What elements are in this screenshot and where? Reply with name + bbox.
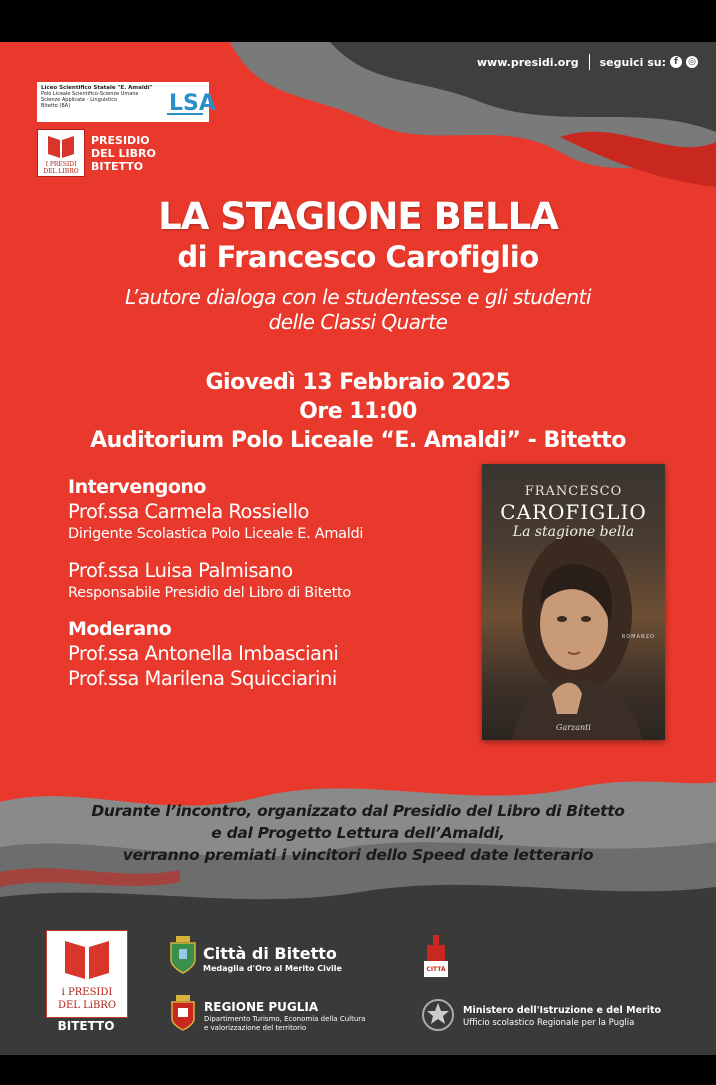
book-author-last: CAROFIGLIO [500, 500, 647, 524]
event-venue: Auditorium Polo Liceale “E. Amaldi” - Bitetto [90, 428, 626, 453]
book-genre: ROMANZO [621, 634, 655, 640]
subtitle-line-1: L’autore dialoga con le studentesse e gli studenti [125, 285, 591, 309]
liceo-line-2: Polo Liceale Scientifico-Scienze Umane [41, 91, 139, 97]
bitetto-crest-icon [168, 936, 198, 974]
top-links [477, 54, 698, 70]
liceo-logo-box [37, 82, 216, 122]
book-title: La stagione bella [512, 524, 635, 540]
website-link[interactable]: www.presidi.org [476, 55, 579, 69]
regione-sub-1: Dipartimento Turismo, Economia della Cultura [204, 1015, 366, 1023]
svg-text:i PRESIDI: i PRESIDI [61, 987, 113, 998]
note-line-3: verranno premiati i vincitori dello Speed date letterario [122, 846, 594, 864]
regione-name: REGIONE PUGLIA [204, 1000, 319, 1014]
instagram-icon[interactable]: ◎ [686, 56, 698, 68]
event-time: Ore 11:00 [299, 399, 417, 424]
speaker-role: Responsabile Presidio del Libro di Bitetto [68, 585, 352, 601]
svg-text:DEL LIBRO: DEL LIBRO [43, 168, 79, 175]
event-details [0, 368, 716, 455]
event-poster [0, 42, 716, 1055]
speaker-role: Dirigente Scolastica Polo Liceale E. Amaldi [68, 526, 364, 542]
regione-sub [204, 1015, 365, 1033]
event-date: Giovedì 13 Febbraio 2025 [205, 370, 511, 395]
svg-text:CITTÀ: CITTÀ [426, 966, 446, 973]
follow-label: seguici su: [599, 55, 666, 69]
speakers-heading: Intervengono [68, 476, 206, 498]
book-author-first: FRANCESCO [524, 484, 623, 499]
moderators-heading: Moderano [68, 618, 172, 640]
speakers-section [68, 475, 488, 691]
svg-text:I PRESIDI: I PRESIDI [45, 161, 77, 168]
event-subtitle [0, 285, 716, 335]
book-publisher: Garzanti [556, 723, 591, 732]
note-line-2: e dal Progetto Lettura dell’Amaldi, [211, 824, 505, 842]
subtitle-line-2: delle Classi Quarte [268, 310, 448, 334]
ministero-name: Ministero dell'Istruzione e del Merito [463, 1005, 662, 1016]
presidio-footer-label: BITETTO [57, 1019, 115, 1033]
presidio-name-2: DEL LIBRO [91, 147, 156, 160]
event-note [0, 800, 716, 866]
puglia-crest-icon [170, 995, 196, 1031]
citta-che-legge-logo-icon [421, 935, 451, 979]
italian-republic-emblem-icon [422, 998, 454, 1032]
speaker-name: Prof.ssa Carmela Rossiello [68, 500, 309, 523]
separator [589, 54, 590, 70]
presidio-name-1: PRESIDIO [91, 134, 150, 147]
regione-sub-2: e valorizzazione del territorio [204, 1024, 307, 1032]
ministero-sub: Ufficio scolastico Regionale per la Puglia [463, 1018, 635, 1028]
liceo-line-3: Scienze Applicate - Linguistico [41, 97, 118, 103]
citta-name: Città di Bitetto [203, 944, 337, 963]
presidio-logo-icon [37, 129, 85, 177]
moderator-name: Prof.ssa Antonella Imbasciani [68, 642, 339, 665]
facebook-icon[interactable]: f [670, 56, 682, 68]
liceo-line-1: Liceo Scientifico Statale "E. Amaldi" [41, 85, 153, 91]
book-cover [482, 464, 665, 740]
liceo-text [41, 85, 161, 109]
citta-sub: Medaglia d'Oro al Merito Civile [203, 964, 342, 973]
svg-text:DEL LiBRO: DEL LiBRO [57, 1000, 117, 1011]
moderator-name: Prof.ssa Marilena Squicciarini [68, 667, 337, 690]
presidio-name-3: BITETTO [91, 160, 144, 173]
speaker-name: Prof.ssa Luisa Palmisano [68, 559, 293, 582]
lsa-logo-icon [165, 84, 216, 120]
presidio-name [91, 134, 156, 173]
event-title: LA STAGIONE BELLA [158, 195, 558, 238]
event-author: di Francesco Carofiglio [177, 240, 539, 274]
liceo-line-4: Bitetto (BA) [41, 103, 71, 109]
presidi-del-libro-logo-icon [46, 930, 128, 1018]
note-line-1: Durante l’incontro, organizzato dal Presidio del Libro di Bitetto [91, 802, 625, 820]
svg-text:LSA: LSA [169, 91, 216, 116]
